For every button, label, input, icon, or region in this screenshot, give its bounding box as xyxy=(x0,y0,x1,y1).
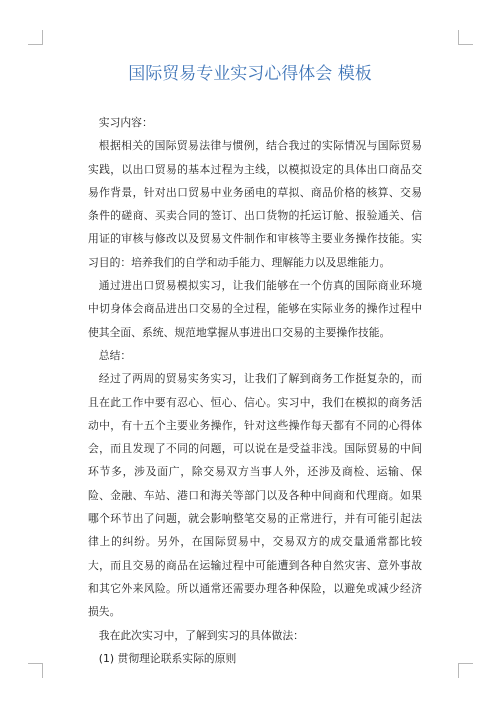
paragraph-content-detail: 根据相关的国际贸易法律与惯例，结合我过的实际情况与国际贸易实践，以出口贸易的基本过程为主线，以模拟设定的具体出口商品交易作背景，针对出口贸易中业务函电的草拟、商品价格的核算、交易条件的磋商、买卖合同的签订、出口货物的托运订舱、报验通关、信用证的审核与修改以及贸易文件制作和审核等主要业务操作技能。实习目的：培养我们的自学和动手能力、理解能力以及思维能力。 xyxy=(88,139,422,269)
document-title: 国际贸易专业实习心得体会 模板 xyxy=(128,64,372,84)
document-body xyxy=(88,111,422,670)
section-label-summary: 总结： xyxy=(98,348,132,362)
paragraph-summary: 经过了两周的贸易实务实习，让我们了解到商务工作挺复杂的，而且在此工作中要有忍心、恒心、信心。实习中，我们在模拟的商务活动中，有十五个主要业务操作，针对这些操作每天都有不同的心得体会，而且发现了不同的问题，可以说在是受益非浅。国际贸易的中间环节多，涉及面广，除交易双方当事人外，还涉及商检、运输、保险、金融、车站、港口和海关等部门以及各种中间商和代理商。如果哪个环节出了问题，就会影响整笔交易的正常进行，并有可能引起法律上的纠纷。另外，在国际贸易中，交易双方的成交量通常都比较大，而且交易的商品在运输过程中可能遭到各种自然灾害、意外事故和其它外来风险。所以通常还需要办理各种保险，以避免或减少经济损失。 xyxy=(88,372,422,619)
section-label-content: 实习内容： xyxy=(98,116,153,129)
crop-mark-bottom-left xyxy=(28,663,43,678)
crop-mark-top-right xyxy=(458,30,473,45)
list-item-principle: (1) 贯彻理论联系实际的原则 xyxy=(98,651,237,665)
crop-mark-bottom-right xyxy=(458,663,473,678)
crop-mark-top-left xyxy=(28,30,43,45)
paragraph-practice-intro: 我在此次实习中，了解到实习的具体做法： xyxy=(98,628,304,642)
paragraph-simulation: 通过进出口贸易模拟实习，让我们能够在一个仿真的国际商业环境中切身体会商品进出口交易的全过程，能够在实际业务的操作过程中使其全面、系统、规范地掌握从事进出口交易的主要操作技能。 xyxy=(88,279,422,339)
